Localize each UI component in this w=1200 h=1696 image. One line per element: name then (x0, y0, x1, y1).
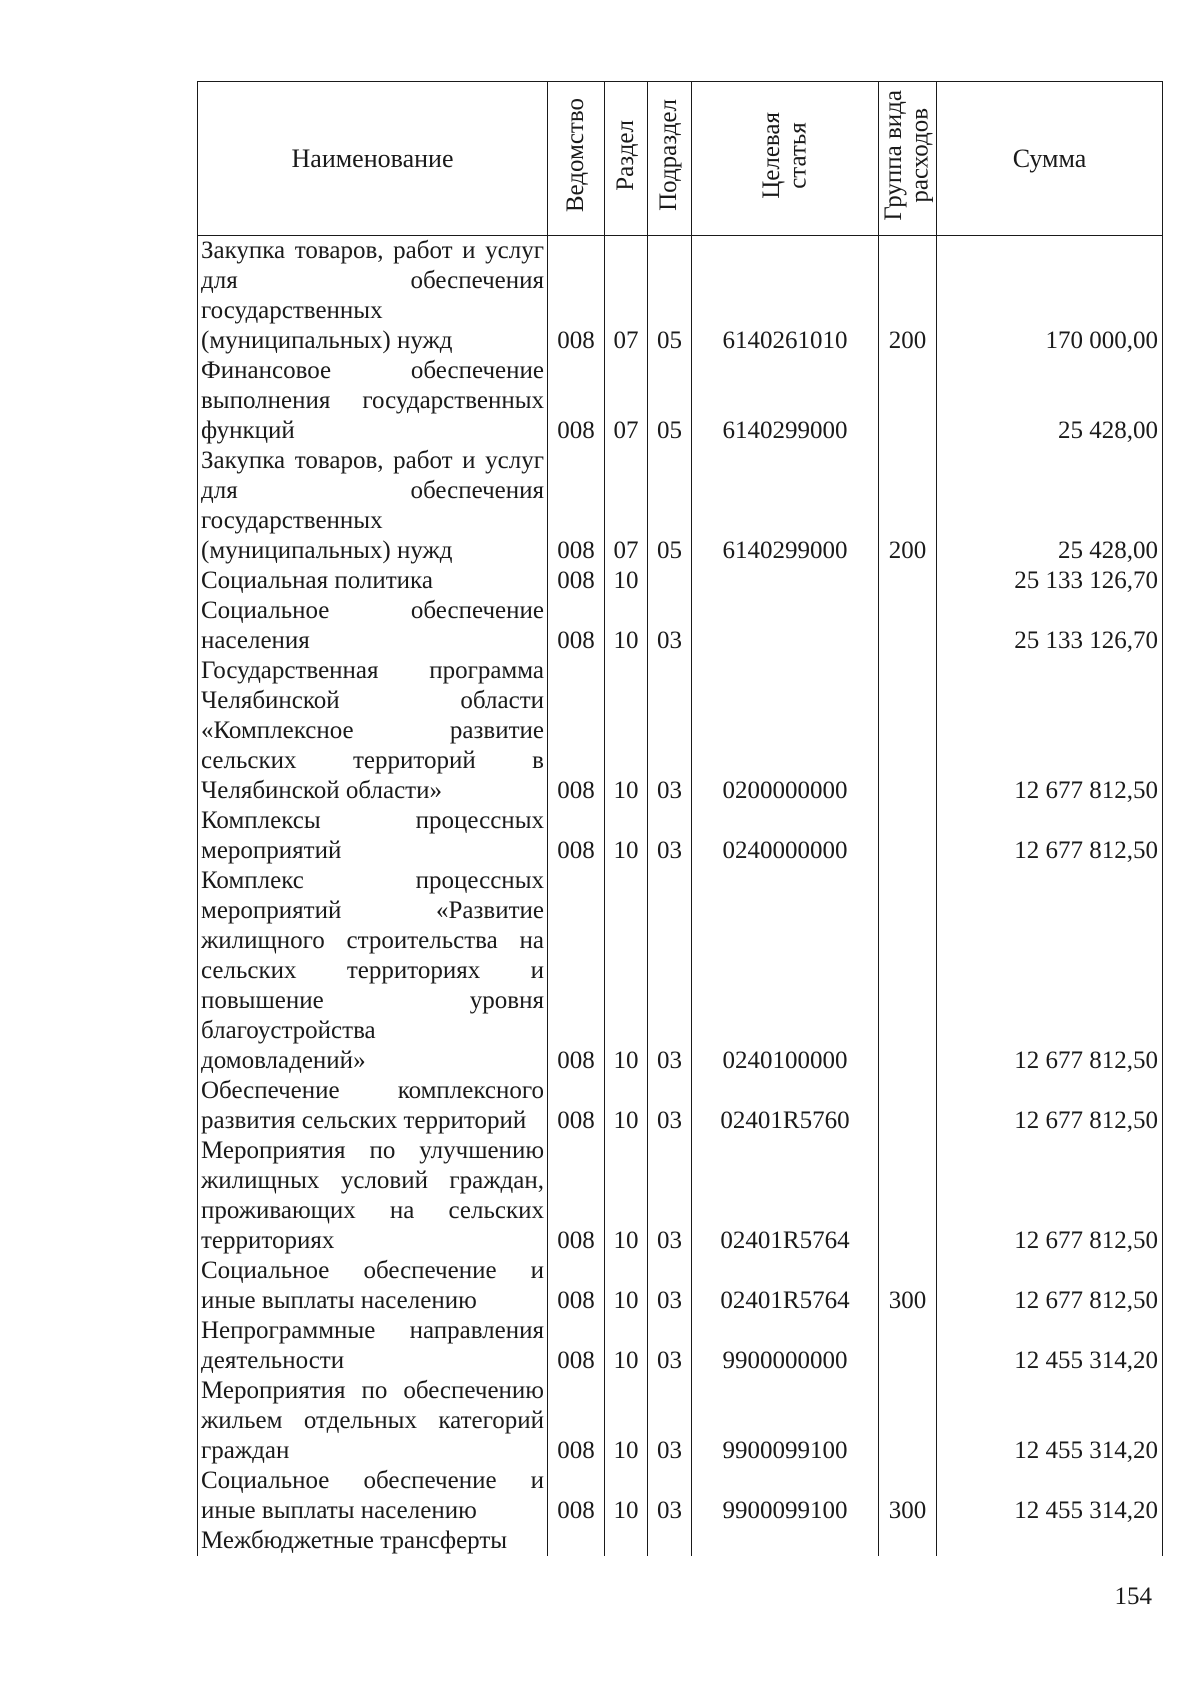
header-name: Наименование (198, 82, 548, 236)
cell-name: Межбюджетные трансферты (198, 1526, 548, 1556)
cell-podrazdel: 05 (648, 356, 692, 446)
cell-vedomstvo: 008 (548, 446, 605, 566)
cell-gruppa: 300 (879, 1256, 937, 1316)
cell-celevaya-statya: 0240100000 (692, 866, 879, 1076)
cell-vedomstvo: 008 (548, 1376, 605, 1466)
cell-name: Непрограммные направления деятельности (198, 1316, 548, 1376)
cell-name: Государственная программа Челябинской области «Комплексное развитие сельских территорий в Челябинской области» (198, 656, 548, 806)
cell-celevaya-statya: 6140299000 (692, 356, 879, 446)
cell-gruppa (879, 866, 937, 1076)
cell-name: Социальное обеспечение и иные выплаты населению (198, 1466, 548, 1526)
cell-gruppa (879, 356, 937, 446)
cell-celevaya-statya: 9900099100 (692, 1376, 879, 1466)
table-row (198, 596, 1163, 656)
page-number: 154 (1114, 1583, 1152, 1610)
header-razdel: Раздел (605, 82, 648, 236)
cell-vedomstvo: 008 (548, 356, 605, 446)
cell-name: Социальное обеспечение и иные выплаты населению (198, 1256, 548, 1316)
cell-name: Социальное обеспечение населения (198, 596, 548, 656)
cell-vedomstvo: 008 (548, 1136, 605, 1256)
cell-gruppa (879, 1376, 937, 1466)
table-row (198, 656, 1163, 806)
cell-razdel: 10 (605, 1256, 648, 1316)
header-gruppa-vida-rashodov: Группа вида расходов (879, 82, 937, 236)
cell-summa: 25 133 126,70 (937, 596, 1163, 656)
table-row (198, 1076, 1163, 1136)
cell-name: Мероприятия по улучшению жилищных условий граждан, проживающих на сельских территориях (198, 1136, 548, 1256)
table-row (198, 446, 1163, 566)
cell-summa: 12 677 812,50 (937, 656, 1163, 806)
cell-gruppa (879, 1076, 937, 1136)
table-row (198, 1526, 1163, 1556)
cell-summa: 25 428,00 (937, 446, 1163, 566)
cell-summa: 12 677 812,50 (937, 866, 1163, 1076)
cell-podrazdel: 03 (648, 656, 692, 806)
table-row (198, 1376, 1163, 1466)
cell-gruppa: 200 (879, 236, 937, 357)
cell-celevaya-statya: 6140261010 (692, 236, 879, 357)
cell-celevaya-statya (692, 566, 879, 596)
cell-razdel: 10 (605, 656, 648, 806)
table-row (198, 1466, 1163, 1526)
table-header-row (198, 82, 1163, 236)
cell-podrazdel: 03 (648, 1376, 692, 1466)
budget-table-container (197, 81, 1162, 1556)
cell-celevaya-statya: 9900000000 (692, 1316, 879, 1376)
cell-vedomstvo: 008 (548, 1316, 605, 1376)
cell-razdel: 07 (605, 236, 648, 357)
cell-vedomstvo: 008 (548, 1076, 605, 1136)
cell-gruppa: 300 (879, 1466, 937, 1526)
cell-gruppa (879, 1316, 937, 1376)
table-row (198, 1136, 1163, 1256)
cell-razdel: 10 (605, 866, 648, 1076)
cell-summa: 12 455 314,20 (937, 1466, 1163, 1526)
table-row (198, 866, 1163, 1076)
cell-summa: 170 000,00 (937, 236, 1163, 357)
cell-vedomstvo: 008 (548, 866, 605, 1076)
cell-name: Мероприятия по обеспечению жильем отдельных категорий граждан (198, 1376, 548, 1466)
header-vedomstvo: Ведомство (548, 82, 605, 236)
header-podrazdel: Подраздел (648, 82, 692, 236)
cell-razdel: 10 (605, 1316, 648, 1376)
cell-summa: 25 133 126,70 (937, 566, 1163, 596)
header-summa: Сумма (937, 82, 1163, 236)
cell-celevaya-statya: 02401R5764 (692, 1256, 879, 1316)
cell-razdel: 10 (605, 1076, 648, 1136)
cell-summa: 12 677 812,50 (937, 806, 1163, 866)
cell-summa (937, 1526, 1163, 1556)
cell-name: Социальная политика (198, 566, 548, 596)
cell-razdel: 07 (605, 446, 648, 566)
cell-name: Закупка товаров, работ и услуг для обеспечения государственных (муниципальных) нужд (198, 236, 548, 357)
cell-gruppa: 200 (879, 446, 937, 566)
cell-vedomstvo: 008 (548, 1256, 605, 1316)
cell-summa: 25 428,00 (937, 356, 1163, 446)
table-row (198, 1256, 1163, 1316)
cell-gruppa (879, 1526, 937, 1556)
cell-razdel: 10 (605, 1466, 648, 1526)
cell-vedomstvo: 008 (548, 656, 605, 806)
cell-vedomstvo: 008 (548, 1466, 605, 1526)
cell-vedomstvo: 008 (548, 806, 605, 866)
table-body (198, 236, 1163, 1557)
cell-razdel (605, 1526, 648, 1556)
table-row (198, 566, 1163, 596)
cell-celevaya-statya (692, 596, 879, 656)
cell-summa: 12 677 812,50 (937, 1076, 1163, 1136)
cell-celevaya-statya: 02401R5764 (692, 1136, 879, 1256)
cell-summa: 12 677 812,50 (937, 1256, 1163, 1316)
table-row (198, 236, 1163, 357)
cell-podrazdel (648, 566, 692, 596)
cell-gruppa (879, 806, 937, 866)
cell-podrazdel: 03 (648, 1076, 692, 1136)
header-celevaya-statya: Целевая статья (692, 82, 879, 236)
cell-podrazdel: 03 (648, 866, 692, 1076)
cell-vedomstvo: 008 (548, 596, 605, 656)
cell-celevaya-statya: 0240000000 (692, 806, 879, 866)
cell-celevaya-statya: 6140299000 (692, 446, 879, 566)
cell-name: Закупка товаров, работ и услуг для обеспечения государственных (муниципальных) нужд (198, 446, 548, 566)
budget-table (197, 81, 1163, 1556)
table-row (198, 806, 1163, 866)
cell-gruppa (879, 596, 937, 656)
cell-name: Комплексы процессных мероприятий (198, 806, 548, 866)
cell-razdel: 07 (605, 356, 648, 446)
cell-podrazdel: 03 (648, 596, 692, 656)
cell-name: Финансовое обеспечение выполнения государственных функций (198, 356, 548, 446)
cell-razdel: 10 (605, 806, 648, 866)
cell-vedomstvo (548, 1526, 605, 1556)
cell-razdel: 10 (605, 566, 648, 596)
cell-podrazdel (648, 1526, 692, 1556)
cell-celevaya-statya: 9900099100 (692, 1466, 879, 1526)
cell-podrazdel: 05 (648, 236, 692, 357)
cell-vedomstvo: 008 (548, 236, 605, 357)
cell-gruppa (879, 566, 937, 596)
cell-summa: 12 677 812,50 (937, 1136, 1163, 1256)
cell-vedomstvo: 008 (548, 566, 605, 596)
table-row (198, 1316, 1163, 1376)
cell-podrazdel: 03 (648, 1256, 692, 1316)
cell-gruppa (879, 1136, 937, 1256)
cell-podrazdel: 03 (648, 1136, 692, 1256)
cell-podrazdel: 03 (648, 1466, 692, 1526)
cell-razdel: 10 (605, 1136, 648, 1256)
cell-razdel: 10 (605, 596, 648, 656)
cell-gruppa (879, 656, 937, 806)
table-row (198, 356, 1163, 446)
cell-podrazdel: 05 (648, 446, 692, 566)
cell-celevaya-statya: 02401R5760 (692, 1076, 879, 1136)
cell-summa: 12 455 314,20 (937, 1376, 1163, 1466)
cell-name: Комплекс процессных мероприятий «Развитие жилищного строительства на сельских территориях и повышение уровня благоустройства домовладений» (198, 866, 548, 1076)
cell-summa: 12 455 314,20 (937, 1316, 1163, 1376)
cell-name: Обеспечение комплексного развития сельских территорий (198, 1076, 548, 1136)
cell-podrazdel: 03 (648, 1316, 692, 1376)
cell-celevaya-statya: 0200000000 (692, 656, 879, 806)
cell-razdel: 10 (605, 1376, 648, 1466)
cell-celevaya-statya (692, 1526, 879, 1556)
cell-podrazdel: 03 (648, 806, 692, 866)
